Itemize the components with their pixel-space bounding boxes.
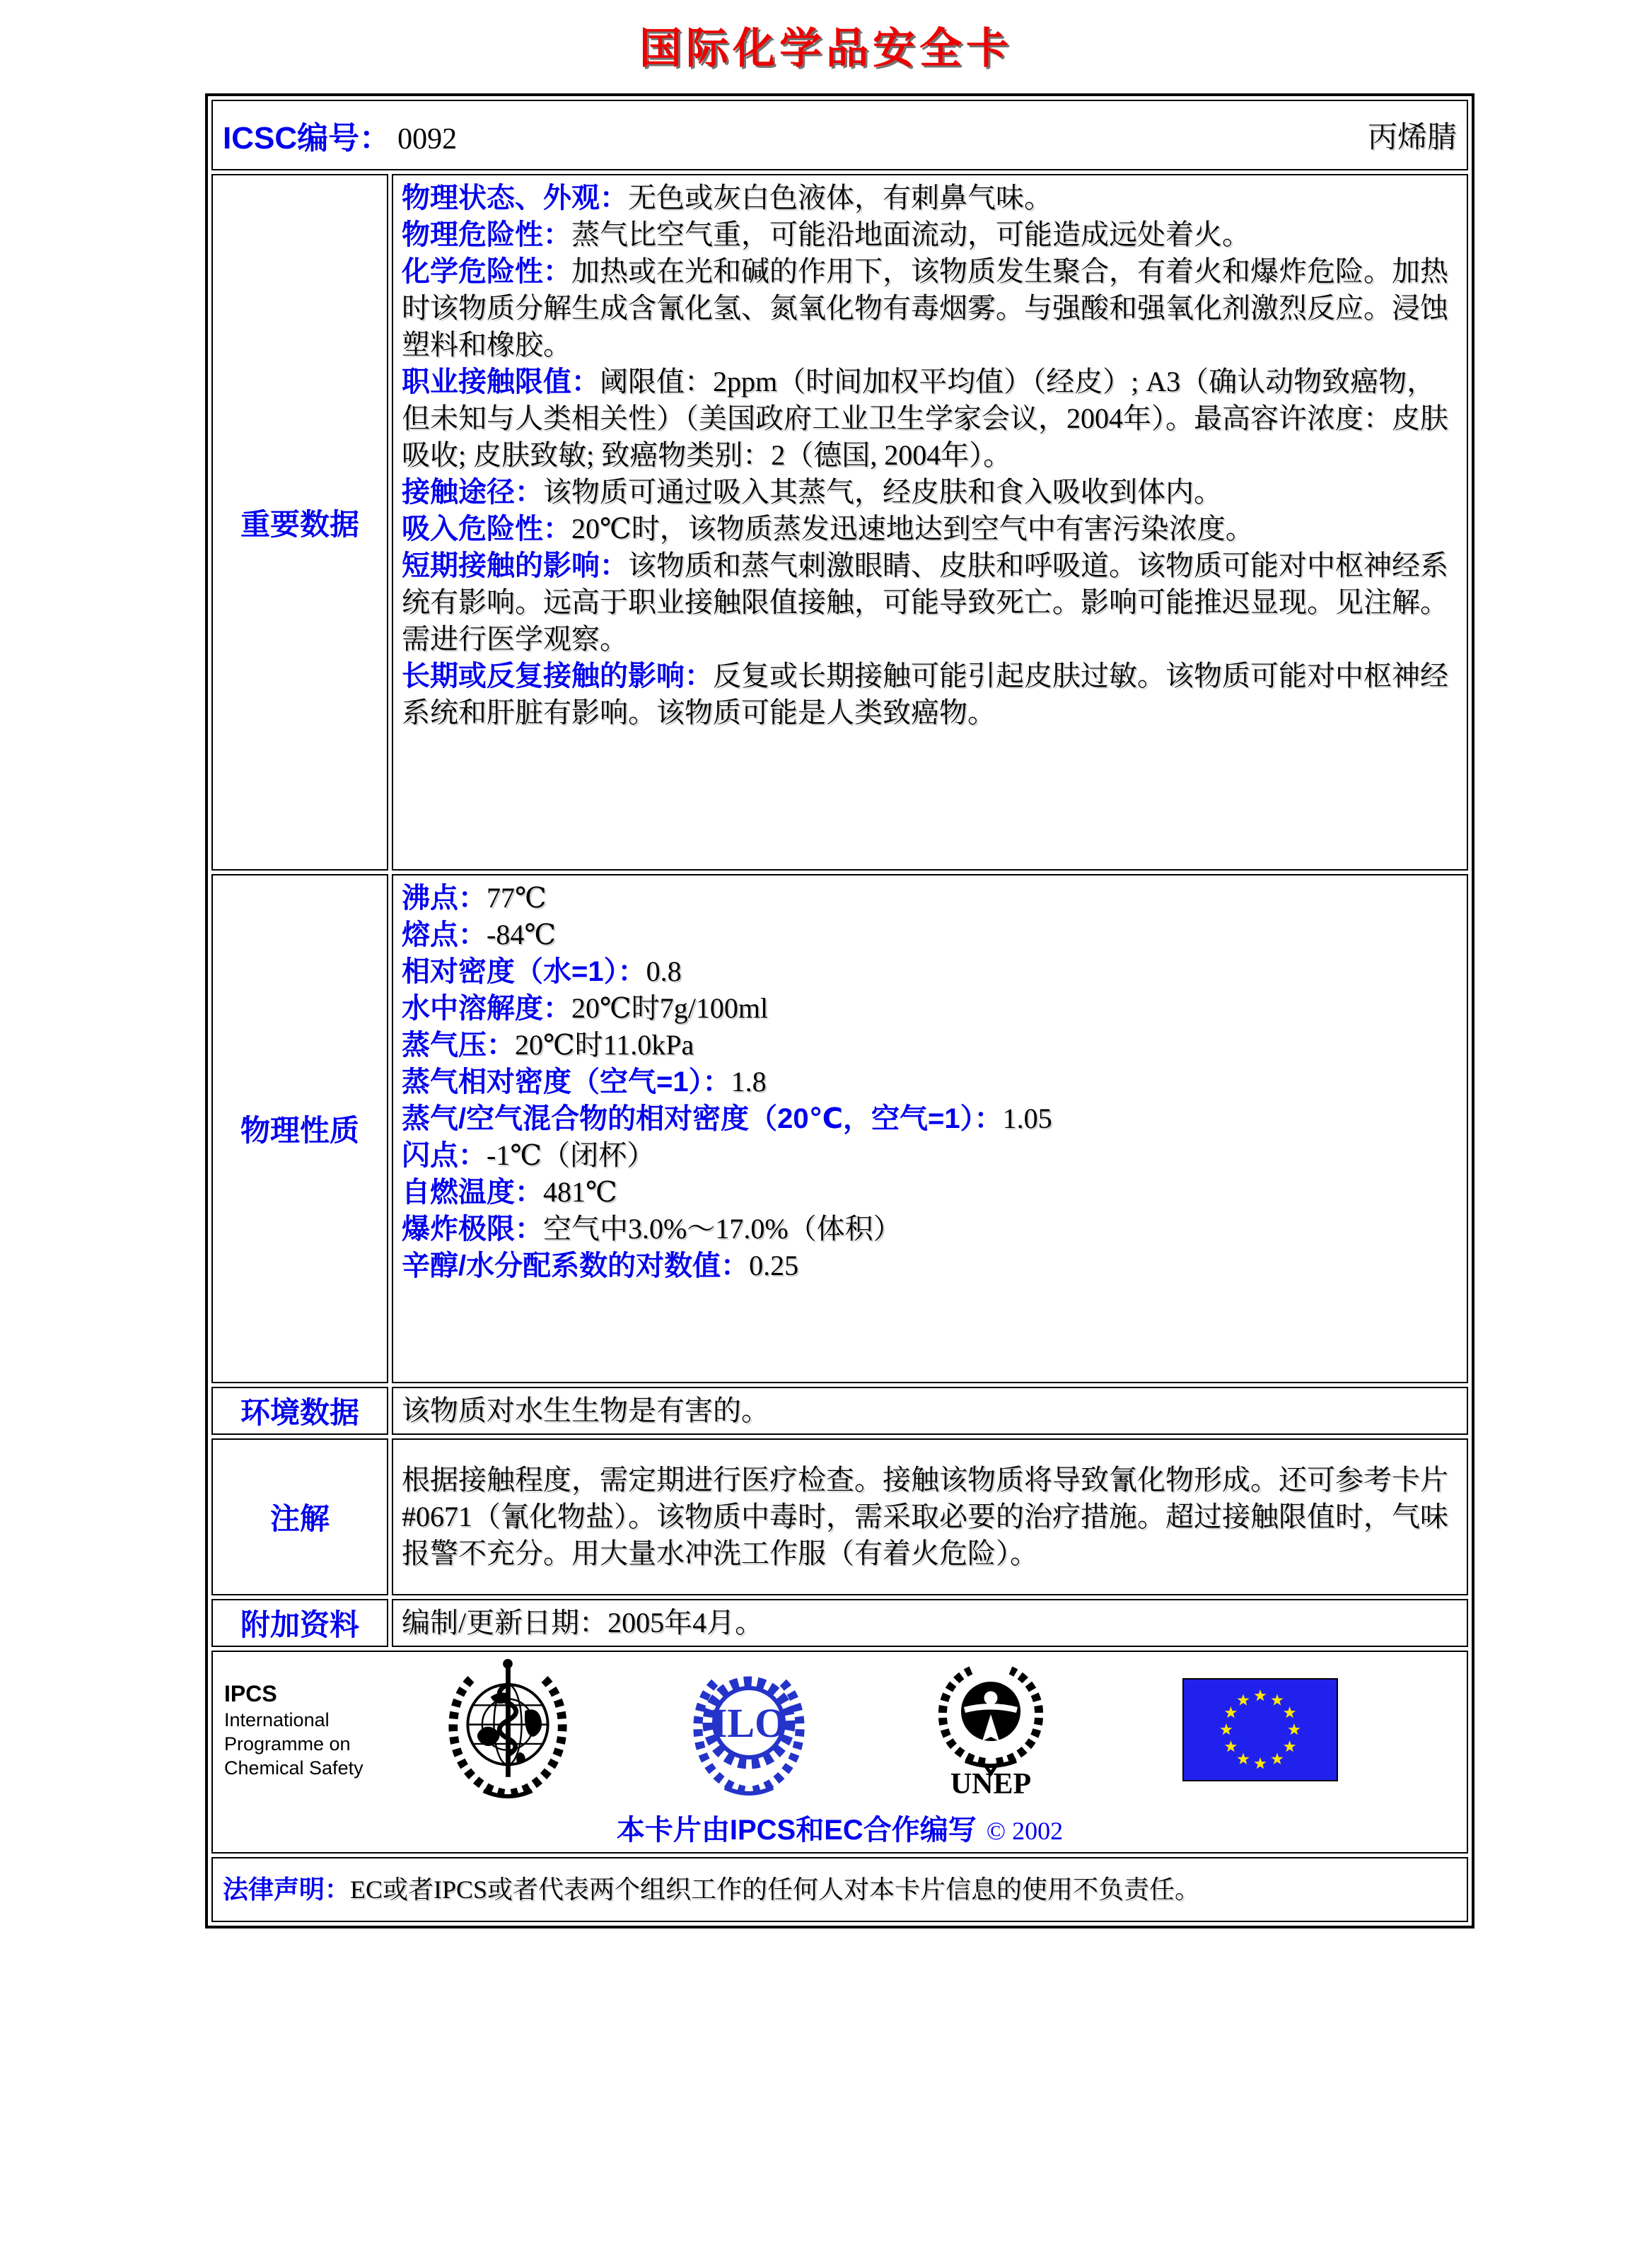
property-item xyxy=(402,1027,1458,1064)
ipcs-subtitle-line: Programme on xyxy=(224,1733,351,1755)
environmental-data-text: 该物质对水生生物是有害的。 xyxy=(402,1395,769,1426)
data-item-value: 加热或在光和碱的作用下，该物质发生聚合，有着火和爆炸危险。加热时该物质分解生成含氰化氢、氮氧化物有毒烟雾。与强酸和强氧化剂激烈反应。浸蚀塑料和橡胶。 xyxy=(402,255,1448,361)
property-item-label: 蒸气压： xyxy=(402,1030,515,1061)
data-item-value: 阈限值：2ppm（时间加权平均值）（经皮）; A3（确认动物致癌物，但未知与人类相关性）（美国政府工业卫生学家会议，2004年）。最高容许浓度：皮肤吸收; 皮肤致敏; 致癌物类别：2（德国, 2004年）。 xyxy=(402,366,1448,471)
icsc-number-value: 0092 xyxy=(397,123,458,156)
data-item-label: 短期接触的影响： xyxy=(402,550,628,581)
data-item xyxy=(402,363,1458,474)
property-item xyxy=(402,990,1458,1027)
property-item xyxy=(402,1100,1458,1137)
data-item xyxy=(402,511,1458,547)
eu-flag-icon xyxy=(1182,1678,1338,1781)
property-item-label: 水中溶解度： xyxy=(402,993,571,1024)
notes-row-label: 注解 xyxy=(211,1438,388,1595)
header-cell xyxy=(211,100,1468,170)
svg-text:ILO: ILO xyxy=(711,1700,787,1746)
ipcs-subtitle-line: International xyxy=(224,1709,330,1730)
property-item xyxy=(402,1211,1458,1247)
property-item-label: 相对密度（水=1）： xyxy=(402,956,646,987)
logo-strip xyxy=(213,1659,1467,1800)
property-item-label: 沸点： xyxy=(402,883,487,914)
icsc-card-table xyxy=(205,93,1474,1928)
property-item-value: 空气中3.0%～17.0%（体积） xyxy=(543,1213,902,1245)
page-title: 国际化学品安全卡 xyxy=(639,25,1013,72)
legal-label: 法律声明： xyxy=(223,1875,351,1904)
ipcs-text-block xyxy=(213,1680,398,1780)
header-row xyxy=(211,100,1468,170)
property-item-label: 熔点： xyxy=(402,919,487,950)
property-item-label: 闪点： xyxy=(402,1140,487,1171)
cooperation-caption-text: 本卡片由IPCS和EC合作编写 xyxy=(616,1815,977,1846)
data-item xyxy=(402,547,1458,658)
property-item-value: 20℃时7g/100ml xyxy=(571,992,769,1024)
legal-row xyxy=(211,1857,1468,1922)
property-item-label: 辛醇/水分配系数的对数值： xyxy=(402,1250,750,1281)
legal-cell xyxy=(211,1857,1468,1922)
property-item-value: 1.05 xyxy=(1002,1102,1052,1134)
property-item xyxy=(402,1064,1458,1100)
property-item-label: 蒸气相对密度（空气=1）： xyxy=(402,1066,731,1098)
notes-row xyxy=(211,1438,1468,1595)
property-item-value: -84℃ xyxy=(487,919,557,950)
data-item-label: 物理危险性： xyxy=(402,219,571,250)
ipcs-subtitle-line: Chemical Safety xyxy=(224,1757,363,1779)
ipcs-title: IPCS xyxy=(224,1681,277,1706)
icsc-number-label: ICSC编号： xyxy=(223,121,391,156)
data-item-value: 该物质可通过吸入其蒸气，经皮肤和食入吸收到体内。 xyxy=(543,476,1222,508)
data-item-value: 无色或灰白色液体，有刺鼻气味。 xyxy=(628,182,1052,214)
who-emblem-icon xyxy=(441,1656,575,1804)
cooperation-caption xyxy=(213,1808,1467,1848)
important-data-row-label: 重要数据 xyxy=(211,174,388,871)
environmental-data-content xyxy=(392,1387,1468,1435)
property-item xyxy=(402,917,1458,953)
property-item-label: 自燃温度： xyxy=(402,1177,543,1208)
property-item-value: 20℃时11.0kPa xyxy=(515,1029,694,1061)
legal-text: EC或者IPCS或者代表两个组织工作的任何人对本卡片信息的使用不负责任。 xyxy=(350,1875,1201,1904)
data-item-value: 反复或长期接触可能引起皮肤过敏。该物质可能对中枢神经系统和肝脏有影响。该物质可能是人类致癌物。 xyxy=(402,660,1448,728)
data-item-value: 20℃时，该物质蒸发迅速地达到空气中有害污染浓度。 xyxy=(571,513,1254,545)
environmental-data-row-label: 环境数据 xyxy=(211,1387,388,1435)
property-item-value: 77℃ xyxy=(487,882,547,914)
property-item-label: 爆炸极限： xyxy=(402,1214,543,1245)
data-item-label: 物理状态、外观： xyxy=(402,182,628,214)
data-item-value: 该物质和蒸气刺激眼睛、皮肤和呼吸道。该物质可能对中枢神经系统有影响。远高于职业接触限值接触，可能导致死亡。影响可能推迟显现。见注解。需进行医学观察。 xyxy=(402,549,1448,655)
property-item-value: 0.8 xyxy=(646,955,682,987)
data-item-label: 接触途径： xyxy=(402,477,543,508)
property-item xyxy=(402,880,1458,917)
data-item xyxy=(402,474,1458,511)
property-item-value: 1.8 xyxy=(731,1066,767,1098)
data-item xyxy=(402,216,1458,253)
data-item-label: 长期或反复接触的影响： xyxy=(402,661,713,692)
property-item-value: 481℃ xyxy=(543,1176,617,1208)
data-item xyxy=(402,658,1458,731)
physical-properties-content xyxy=(392,874,1468,1383)
data-item xyxy=(402,253,1458,363)
icsc-number-group xyxy=(223,112,457,158)
unep-emblem-icon xyxy=(930,1658,1052,1803)
additional-info-content xyxy=(392,1599,1468,1647)
property-item xyxy=(402,1137,1458,1174)
data-item xyxy=(402,180,1458,216)
chemical-name: 丙烯腈 xyxy=(1367,122,1457,154)
property-item-value: 0.25 xyxy=(749,1250,799,1281)
data-item-label: 吸入危险性： xyxy=(402,513,571,545)
data-item-label: 职业接触限值： xyxy=(402,366,600,397)
property-item-value: -1℃（闭杯） xyxy=(487,1139,656,1171)
property-item xyxy=(402,953,1458,990)
unep-label: UNEP xyxy=(950,1767,1032,1799)
physical-properties-row-label: 物理性质 xyxy=(211,874,388,1383)
environmental-data-row xyxy=(211,1387,1468,1435)
property-item xyxy=(402,1174,1458,1211)
property-item xyxy=(402,1247,1458,1284)
property-item-label: 蒸气/空气混合物的相对密度（20℃，空气=1）： xyxy=(402,1103,1003,1134)
additional-info-row xyxy=(211,1599,1468,1647)
important-data-content xyxy=(392,174,1468,871)
notes-content xyxy=(392,1438,1468,1595)
physical-properties-row xyxy=(211,874,1468,1383)
data-item-value: 蒸气比空气重，可能沿地面流动，可能造成远处着火。 xyxy=(571,219,1250,250)
additional-info-row-label: 附加资料 xyxy=(211,1599,388,1647)
logos-cell xyxy=(211,1651,1468,1854)
logos-row xyxy=(211,1651,1468,1854)
additional-info-text: 编制/更新日期：2005年4月。 xyxy=(402,1607,764,1639)
ilo-emblem-icon xyxy=(688,1659,810,1800)
important-data-row xyxy=(211,174,1468,871)
data-item-label: 化学危险性： xyxy=(402,256,571,287)
copyright-text: © 2002 xyxy=(986,1817,1064,1845)
notes-text: 根据接触程度，需定期进行医疗检查。接触该物质将导致氰化物形成。还可参考卡片#0671（氰化物盐）。该物质中毒时，需采取必要的治疗措施。超过接触限值时，气味报警不充分。用大量水冲洗工作服（有着火危险）。 xyxy=(402,1464,1448,1569)
